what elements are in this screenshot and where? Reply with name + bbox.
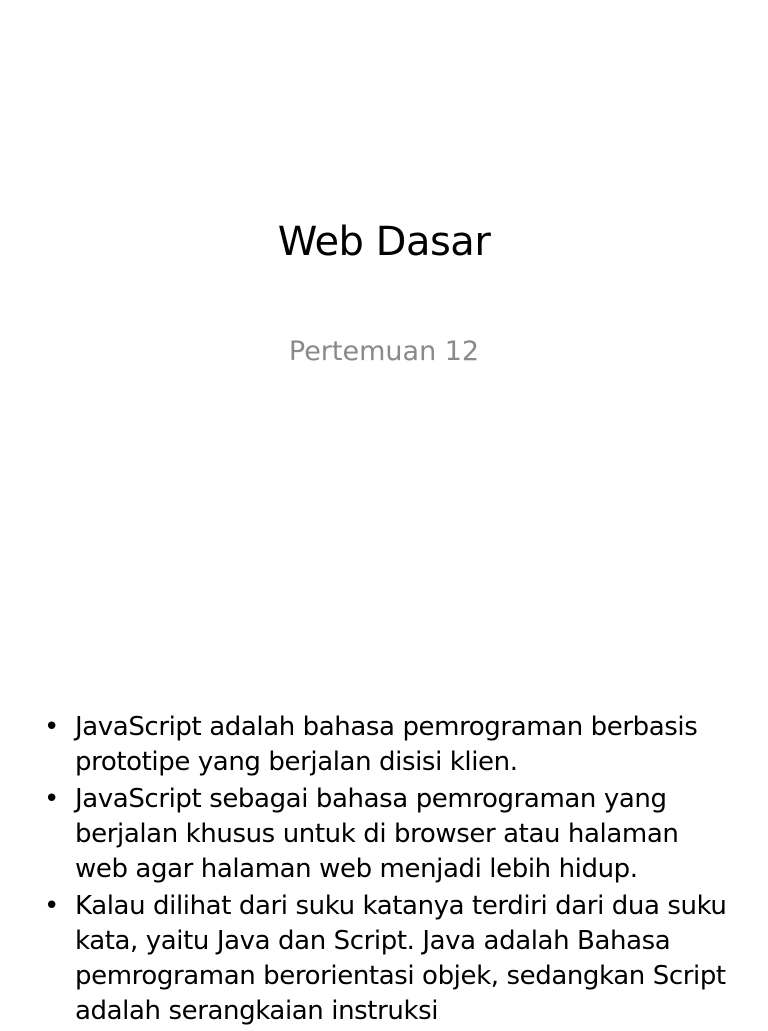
bullet-dot-icon: •	[44, 891, 59, 921]
bullet-dot-icon: •	[44, 784, 59, 814]
bullet-text: JavaScript sebagai bahasa pemrograman yang berjalan khusus untuk di browser atau halaman web agar halaman web menjadi lebih hidup.	[75, 784, 679, 884]
bullet-list	[44, 710, 734, 1031]
bullet-text: JavaScript adalah bahasa pemrograman berbasis prototipe yang berjalan disisi klien.	[75, 712, 698, 777]
list-item	[44, 889, 734, 1029]
bullet-text: Kalau dilihat dari suku katanya terdiri dari dua suku kata, yaitu Java dan Script. Java adalah Bahasa pemrograman berorientasi objek, sedangkan Script adalah serangkaian instruksi	[75, 891, 727, 1026]
list-item	[44, 710, 734, 780]
slide-subtitle: Pertemuan 12	[288, 336, 480, 367]
bullet-dot-icon: •	[44, 712, 59, 742]
list-item	[44, 782, 734, 887]
slide-title: Web Dasar	[277, 219, 491, 265]
